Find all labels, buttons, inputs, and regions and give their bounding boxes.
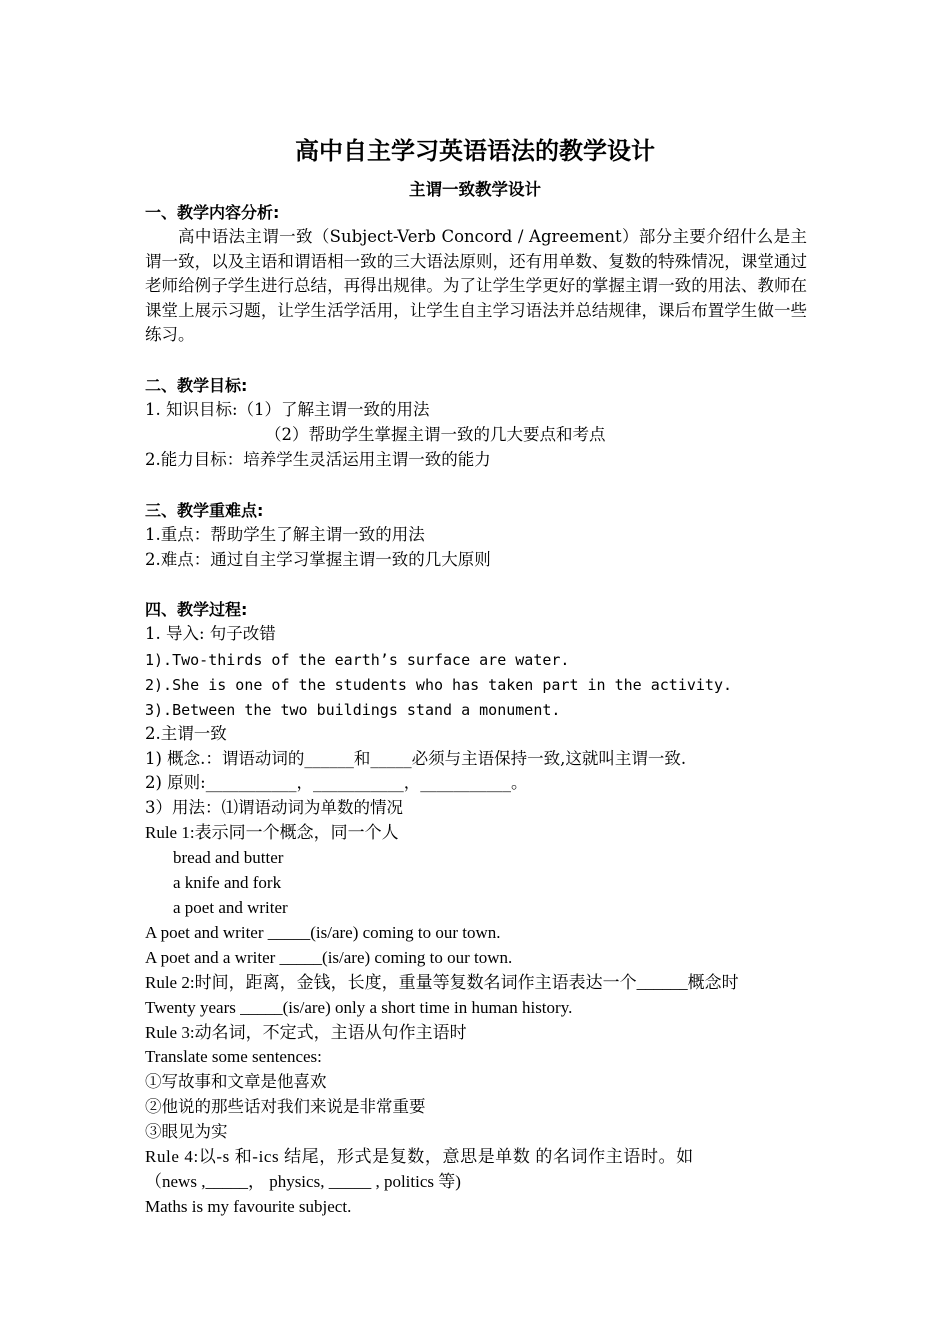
translate-item-2: ②他说的那些话对我们来说是非常重要 [145,1097,426,1116]
example-poet-writer: a poet and writer [173,898,288,917]
process-subject-verb: 2.主谓一致 [145,724,227,743]
rule-4: Rule 4:以-s 和-ics 结尾，形式是复数，意思是单数 的名词作主语时。如 [145,1147,694,1166]
objective-knowledge-1: 1. 知识目标:（1）了解主谓一致的用法 [145,400,430,419]
correction-sentence-1: 1).Two-thirds of the earth’s surface are water. [145,651,570,669]
section-heading-3: 三、教学重难点: [145,501,264,520]
usage-line: 3）用法：⑴谓语动词为单数的情况 [145,798,403,817]
exercise-twenty-years: Twenty years _____(is/are) only a short time in human history. [145,998,573,1017]
process-intro: 1. 导入: 句子改错 [145,624,276,643]
rule-2: Rule 2:时间，距离，金钱，长度，重量等复数名词作主语表达一个______概念时 [145,973,739,992]
section-heading-4: 四、教学过程: [145,600,248,619]
document-title: 高中自主学习英语语法的教学设计 [295,137,655,165]
example-knife-fork: a knife and fork [173,873,282,892]
correction-sentence-3: 3).Between the two buildings stand a monument. [145,701,561,719]
section-heading-2: 二、教学目标: [145,376,248,395]
objective-ability: 2.能力目标：培养学生灵活运用主谓一致的能力 [145,450,491,469]
section-heading-1: 一、教学内容分析: [145,203,280,222]
rule-3: Rule 3:动名词，不定式，主语从句作主语时 [145,1023,467,1042]
objective-knowledge-2: （2）帮助学生掌握主谓一致的几大要点和考点 [265,425,606,444]
translate-item-3: ③眼见为实 [145,1122,228,1141]
rule-4-examples: （news ,_____， physics, _____ , politics 等) [145,1172,461,1191]
document-subtitle: 主谓一致教学设计 [409,180,541,199]
exercise-poet-writer: A poet and writer _____(is/are) coming to our town. [145,923,501,942]
exercise-poet-a-writer: A poet and a writer _____(is/are) coming to our town. [145,948,513,967]
principle-line: 2) 原则:___________，___________，___________。 [145,773,528,792]
key-point: 1.重点：帮助学生了解主谓一致的用法 [145,525,425,544]
example-maths: Maths is my favourite subject. [145,1197,352,1216]
rule-1: Rule 1:表示同一个概念，同一个人 [145,823,399,842]
example-bread-butter: bread and butter [173,848,284,867]
difficult-point: 2.难点：通过自主学习掌握主谓一致的几大原则 [145,550,491,569]
concept-line: 1) 概念.：谓语动词的______和_____必须与主语保持一致,这就叫主谓一致. [145,749,687,768]
section-1-paragraph: 高中语法主谓一致（Subject-Verb Concord / Agreement）部分主要介绍什么是主谓一致，以及主语和谓语相一致的三大语法原则，还有用单数、复数的特殊情况，课堂通过老师给例子学生进行总结，再得出规律。为了让学生学更好的掌握主谓一致的用法、教师在课堂上展示习题，让学生活学活用，让学生自主学习语法并总结规律，课后布置学生做一些练习。 [145,227,807,344]
translate-item-1: ①写故事和文章是他喜欢 [145,1072,327,1091]
correction-sentence-2: 2).She is one of the students who has taken part in the activity. [145,676,732,694]
translate-heading: Translate some sentences: [145,1047,322,1066]
